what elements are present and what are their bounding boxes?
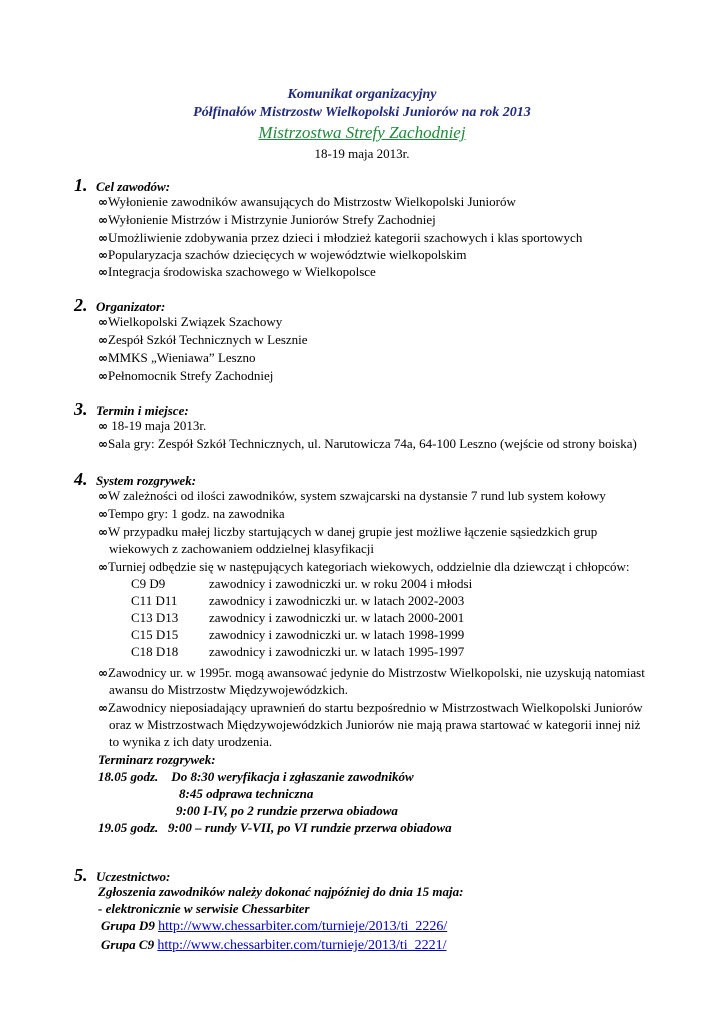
list-item: ∞Wyłonienie Mistrzów i Mistrzynie Juniorów Strefy Zachodniej bbox=[98, 212, 436, 227]
list-item: ∞Tempo gry: 1 godz. na zawodnika bbox=[98, 506, 285, 521]
group-d9-row bbox=[101, 918, 447, 935]
infinity-bullet-icon: ∞ bbox=[98, 231, 108, 245]
list-item: ∞Umożliwienie zdobywania przez dzieci i młodzież kategorii szachowych i klas sportowych bbox=[98, 230, 583, 245]
infinity-bullet-icon: ∞ bbox=[98, 315, 108, 329]
list-item: ∞W zależności od ilości zawodników, system szwajcarski na dystansie 7 rund lub system kołowy bbox=[98, 488, 606, 503]
infinity-bullet-icon: ∞ bbox=[98, 351, 108, 365]
list-item-continuation: wiekowych z zachowaniem oddzielnej klasyfikacji bbox=[109, 541, 374, 556]
category-row: C18 D18 zawodnicy i zawodniczki ur. w latach 1995-1997 bbox=[131, 644, 465, 659]
category-row: C9 D9 zawodnicy i zawodniczki ur. w roku 2004 i młodsi bbox=[131, 576, 473, 591]
section-title: Organizator: bbox=[96, 299, 166, 314]
infinity-bullet-icon: ∞ bbox=[98, 507, 108, 521]
list-item: ∞ 18-19 maja 2013r. bbox=[98, 418, 207, 433]
list-item: ∞Zawodnicy nieposiadający uprawnień do startu bezpośrednio w Mistrzostwach Wielkopolski Juniorów bbox=[98, 700, 643, 715]
infinity-bullet-icon: ∞ bbox=[98, 437, 108, 451]
group-c9-row bbox=[101, 937, 447, 954]
category-row: C13 D13 zawodnicy i zawodniczki ur. w latach 2000-2001 bbox=[131, 610, 465, 625]
list-item: ∞Pełnomocnik Strefy Zachodniej bbox=[98, 368, 274, 383]
doc-date: 18-19 maja 2013r. bbox=[314, 146, 410, 161]
section-number: 3. bbox=[74, 399, 88, 419]
schedule-line: 18.05 godz. Do 8:30 weryfikacja i zgłaszanie zawodników bbox=[98, 769, 414, 784]
category-row: C15 D15 zawodnicy i zawodniczki ur. w latach 1998-1999 bbox=[131, 627, 465, 642]
infinity-bullet-icon: ∞ bbox=[98, 419, 108, 433]
infinity-bullet-icon: ∞ bbox=[98, 525, 108, 539]
list-item: ∞MMKS „Wieniawa” Leszno bbox=[98, 350, 256, 365]
list-item: ∞Turniej odbędzie się w następujących kategoriach wiekowych, oddzielnie dla dziewcząt i chłopców: bbox=[98, 559, 630, 574]
infinity-bullet-icon: ∞ bbox=[98, 489, 108, 503]
section-3-heading bbox=[74, 399, 189, 420]
schedule-line: 19.05 godz. 9:00 – rundy V-VII, po VI rundzie przerwa obiadowa bbox=[98, 820, 452, 835]
section-number: 1. bbox=[74, 175, 88, 195]
infinity-bullet-icon: ∞ bbox=[98, 248, 108, 262]
group-c9-link[interactable]: http://www.chessarbiter.com/turnieje/2013/ti_2221/ bbox=[157, 938, 447, 953]
section-4-heading bbox=[74, 469, 196, 490]
category-row: C11 D11 zawodnicy i zawodniczki ur. w latach 2002-2003 bbox=[131, 593, 465, 608]
infinity-bullet-icon: ∞ bbox=[98, 333, 108, 347]
infinity-bullet-icon: ∞ bbox=[98, 560, 108, 574]
section-5-heading bbox=[74, 865, 170, 886]
registration-method: - elektronicznie w serwisie Chessarbiter bbox=[98, 901, 310, 916]
list-item: ∞W przypadku małej liczby startujących w danej grupie jest możliwe łączenie sąsiedzkich grup bbox=[98, 524, 598, 539]
section-number: 5. bbox=[74, 865, 88, 885]
infinity-bullet-icon: ∞ bbox=[98, 701, 108, 715]
section-number: 4. bbox=[74, 469, 88, 489]
section-2-heading bbox=[74, 295, 165, 316]
section-title: Uczestnictwo: bbox=[96, 869, 171, 884]
section-title: System rozgrywek: bbox=[96, 473, 197, 488]
group-label: Grupa C9 bbox=[101, 937, 155, 952]
list-item-continuation: oraz w Mistrzostwach Międzywojewódzkich Juniorów nie mają prawa startować w kategorii innej niż bbox=[109, 717, 641, 732]
group-d9-link[interactable]: http://www.chessarbiter.com/turnieje/2013/ti_2226/ bbox=[158, 919, 448, 934]
infinity-bullet-icon: ∞ bbox=[98, 265, 108, 279]
doc-subtitle: Półfinałów Mistrzostw Wielkopolski Juniorów na rok 2013 bbox=[193, 105, 531, 120]
infinity-bullet-icon: ∞ bbox=[98, 369, 108, 383]
infinity-bullet-icon: ∞ bbox=[98, 195, 108, 209]
list-item-continuation: awansu do Mistrzostw Międzywojewódzkich. bbox=[109, 682, 349, 697]
list-item: ∞Sala gry: Zespół Szkół Technicznych, ul. Narutowicza 74a, 64-100 Leszno (wejście od strony boiska) bbox=[98, 436, 637, 451]
list-item: ∞Popularyzacja szachów dziecięcych w województwie wielkopolskim bbox=[98, 247, 467, 262]
list-item: ∞Wielkopolski Związek Szachowy bbox=[98, 314, 283, 329]
list-item: ∞Zawodnicy ur. w 1995r. mogą awansować jedynie do Mistrzostw Wielkopolski, nie uzyskują natomiast bbox=[98, 665, 645, 680]
schedule-line: 9:00 I-IV, po 2 rundzie przerwa obiadowa bbox=[176, 803, 398, 818]
infinity-bullet-icon: ∞ bbox=[98, 666, 108, 680]
group-label: Grupa D9 bbox=[101, 918, 155, 933]
doc-heading: Mistrzostwa Strefy Zachodniej bbox=[258, 123, 466, 142]
section-1-heading bbox=[74, 175, 170, 196]
schedule-title: Terminarz rozgrywek: bbox=[98, 752, 216, 767]
infinity-bullet-icon: ∞ bbox=[98, 213, 108, 227]
list-item-continuation: to wynika z ich daty urodzenia. bbox=[109, 734, 273, 749]
registration-note: Zgłoszenia zawodników należy dokonać najpóźniej do dnia 15 maja: bbox=[98, 884, 464, 899]
doc-title: Komunikat organizacyjny bbox=[287, 87, 437, 102]
section-number: 2. bbox=[74, 295, 88, 315]
section-title: Cel zawodów: bbox=[96, 179, 171, 194]
schedule-line: 8:45 odprawa techniczna bbox=[179, 786, 314, 801]
list-item: ∞Zespół Szkół Technicznych w Lesznie bbox=[98, 332, 308, 347]
section-title: Termin i miejsce: bbox=[96, 403, 189, 418]
list-item: ∞Wyłonienie zawodników awansujących do Mistrzostw Wielkopolski Juniorów bbox=[98, 194, 516, 209]
list-item: ∞Integracja środowiska szachowego w Wielkopolsce bbox=[98, 264, 376, 279]
